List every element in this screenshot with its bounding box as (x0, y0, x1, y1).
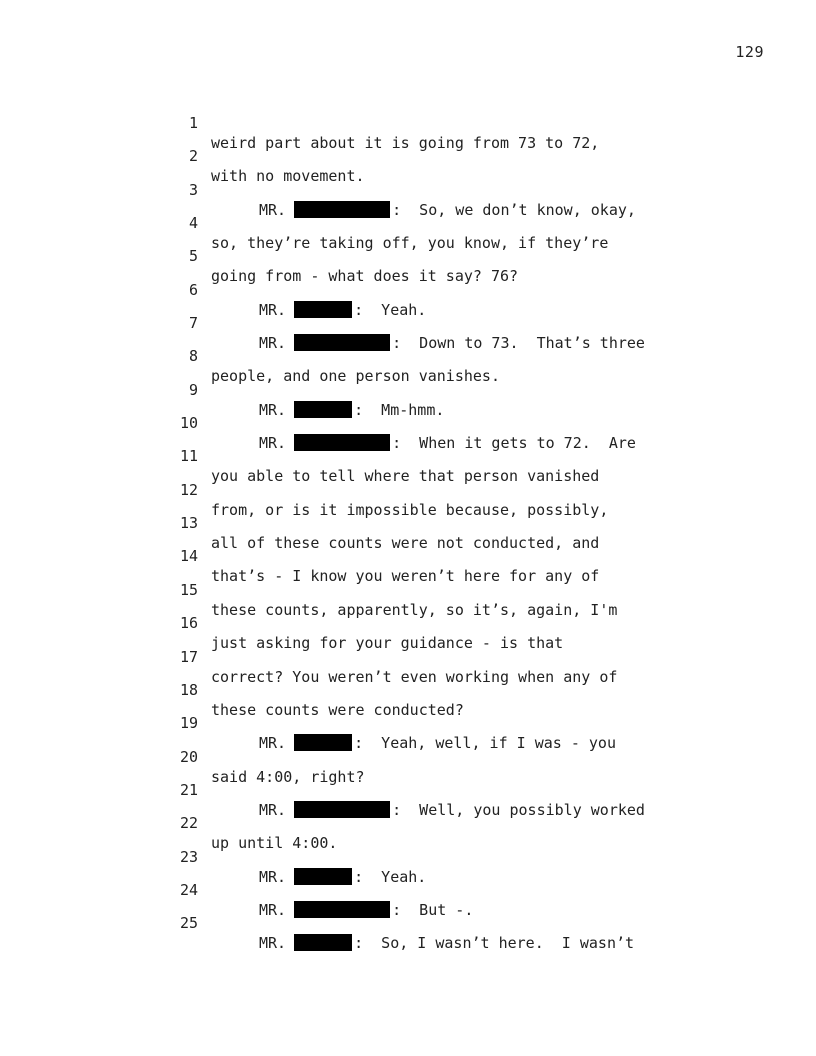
transcript-line (0, 393, 816, 453)
transcript-line (0, 560, 816, 619)
line-text: that’s - I know you weren’t here for any of (211, 567, 600, 586)
speaker-title: MR. (259, 867, 287, 886)
line-number: 21 (179, 780, 198, 799)
speaker-statement: : Mm-hmm. (354, 400, 445, 419)
transcript-line (0, 126, 816, 186)
line-number: 14 (179, 547, 198, 566)
line-number: 6 (188, 280, 198, 299)
line-text: so, they’re taking off, you know, if they’re (211, 234, 609, 253)
line-text: weird part about it is going from 73 to 72, (211, 134, 600, 152)
line-number: 22 (179, 814, 198, 833)
speaker-title: MR. (259, 334, 287, 353)
line-text: these counts were conducted? (211, 700, 464, 719)
transcript-line (0, 827, 816, 886)
speaker-title: MR. (259, 300, 287, 319)
page-number: 129 (735, 43, 764, 61)
speaker-statement: : Yeah, well, if I was - you (354, 734, 616, 753)
speaker-statement: : Down to 73. That’s three (392, 334, 645, 353)
speaker-line (259, 933, 634, 953)
line-text: going from - what does it say? 76? (211, 267, 519, 286)
transcript-line (0, 160, 816, 219)
redaction-box (294, 934, 352, 951)
transcript-line (0, 460, 816, 519)
speaker-title: MR. (259, 200, 287, 219)
transcript-line (0, 326, 816, 386)
transcript-line (0, 526, 816, 586)
transcript-line (0, 293, 816, 353)
line-text: all of these counts were not conducted, and (211, 534, 600, 553)
speaker-title: MR. (259, 800, 287, 819)
line-text: people, and one person vanishes. (211, 367, 500, 386)
transcript-line (0, 760, 816, 819)
transcript-line (0, 493, 816, 553)
transcript-line (0, 193, 816, 253)
transcript-line (0, 893, 816, 953)
speaker-title: MR. (259, 900, 287, 919)
speaker-statement: : When it gets to 72. Are (392, 434, 636, 453)
line-number: 11 (179, 447, 198, 466)
transcript-body (0, 93, 816, 953)
transcript-line (0, 627, 816, 686)
speaker-statement: : So, we don’t know, okay, (392, 200, 636, 219)
speaker-title: MR. (259, 434, 287, 453)
line-number: 3 (188, 180, 198, 199)
line-text: correct? You weren’t even working when any of (211, 667, 618, 686)
transcript-line (0, 360, 816, 419)
line-number: 25 (179, 914, 198, 933)
speaker-statement: : Yeah. (354, 867, 427, 886)
line-number: 18 (179, 680, 198, 699)
line-number: 9 (188, 380, 198, 399)
line-number: 19 (179, 714, 198, 733)
line-number: 4 (188, 214, 198, 233)
line-text: from, or is it impossible because, possibly, (211, 500, 609, 519)
line-number: 13 (179, 514, 198, 533)
speaker-title: MR. (259, 734, 287, 753)
transcript-line (0, 860, 816, 919)
line-number: 10 (179, 414, 198, 433)
line-text: you able to tell where that person vanished (211, 467, 600, 486)
line-number: 16 (179, 614, 198, 633)
transcript-line (0, 226, 816, 286)
speaker-statement: : Yeah. (354, 300, 427, 319)
line-number: 8 (188, 347, 198, 366)
line-text: said 4:00, right? (211, 767, 365, 786)
line-number: 2 (188, 147, 198, 166)
line-number: 17 (179, 647, 198, 666)
transcript-line (0, 793, 816, 853)
line-text: up until 4:00. (211, 834, 338, 853)
transcript-line (0, 426, 816, 486)
line-number: 7 (188, 314, 198, 333)
transcript-line (0, 260, 816, 319)
transcript-line (0, 593, 816, 653)
transcript-line (0, 727, 816, 786)
line-number: 15 (179, 580, 198, 599)
line-number: 12 (179, 480, 198, 499)
speaker-statement: : So, I wasn’t here. I wasn’t (354, 934, 635, 953)
speaker-statement: : Well, you possibly worked (392, 800, 645, 819)
speaker-statement: : But -. (392, 900, 474, 919)
line-number: 5 (188, 247, 198, 266)
speaker-title: MR. (259, 400, 287, 419)
line-text: these counts, apparently, so it’s, again, I'm (211, 600, 618, 619)
line-number: 1 (188, 114, 198, 132)
line-number: 24 (179, 880, 198, 899)
line-text: with no movement. (211, 167, 365, 186)
speaker-title: MR. (259, 934, 287, 953)
line-number: 20 (179, 747, 198, 766)
transcript-line (0, 93, 816, 152)
line-text: just asking for your guidance - is that (211, 634, 564, 653)
transcript-line (0, 660, 816, 719)
line-number: 23 (179, 847, 198, 866)
transcript-line (0, 693, 816, 753)
